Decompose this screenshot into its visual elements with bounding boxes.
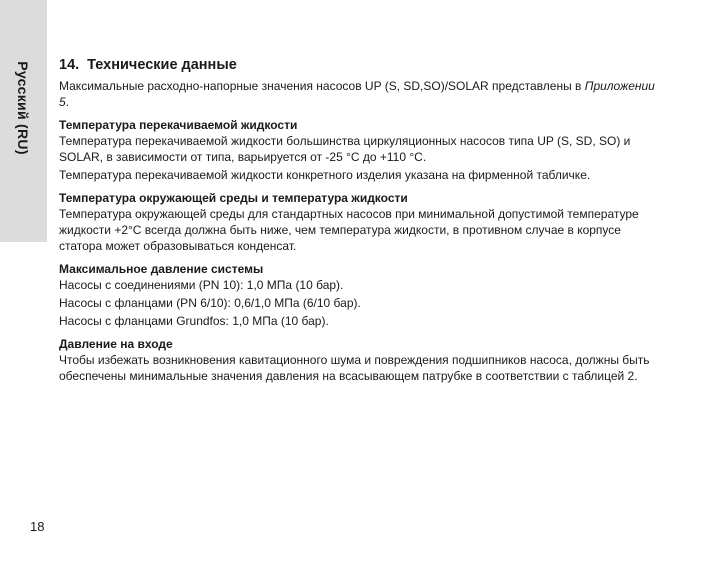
section-number: 14. [59, 57, 80, 73]
ambient-temperature-block [59, 190, 655, 254]
body-paragraph: Температура перекачиваемой жидкости большинства циркуляционных насосов типа UP (S, SD, SO) и SOLAR, в зависимости от типа, варьируется от -25 °C до +110 °C. [59, 134, 631, 164]
page-number: 18 [30, 519, 45, 534]
subsection-heading: Температура перекачиваемой жидкости [59, 118, 298, 132]
subsection-heading: Давление на входе [59, 337, 173, 351]
subsection-heading: Максимальное давление системы [59, 262, 264, 276]
body-paragraph: Чтобы избежать возникновения кавитационного шума и повреждения подшипников насоса, должны быть обеспечены минимальные значения давления на всасывающем патрубке в соответствии с таблицей 2. [59, 353, 650, 383]
intro-paragraph [59, 78, 655, 110]
body-paragraph: Температура окружающей среды для стандартных насосов при минимальной допустимой температуре жидкости +2°C всегда должна быть ниже, чем температура жидкости, в противном случае в корпусе статора может образовываться конденсат. [59, 207, 639, 253]
intro-text: Максимальные расходно-напорные значения насосов UP (S, SD,SO)/SOLAR представлены в [59, 79, 585, 93]
fluid-temperature-block [59, 117, 655, 183]
document-content [59, 56, 655, 384]
system-pressure-block [59, 261, 655, 329]
language-label: Русский (RU) [15, 61, 31, 155]
body-paragraph: Насосы с фланцами (PN 6/10): 0,6/1,0 МПа (6/10 бар). [59, 296, 361, 310]
section-heading [59, 56, 655, 74]
appendix-reference: Приложении 5 [59, 79, 655, 109]
inlet-pressure-block [59, 336, 655, 384]
language-side-tab [0, 0, 47, 242]
section-title: Технические данные [87, 57, 237, 73]
subsection-heading: Температура окружающей среды и температура жидкости [59, 191, 408, 205]
body-paragraph: Температура перекачиваемой жидкости конкретного изделия указана на фирменной табличке. [59, 168, 591, 182]
body-paragraph: Насосы с соединениями (PN 10): 1,0 МПа (10 бар). [59, 278, 344, 292]
body-paragraph: Насосы с фланцами Grundfos: 1,0 МПа (10 бар). [59, 314, 329, 328]
intro-end: . [65, 95, 70, 109]
